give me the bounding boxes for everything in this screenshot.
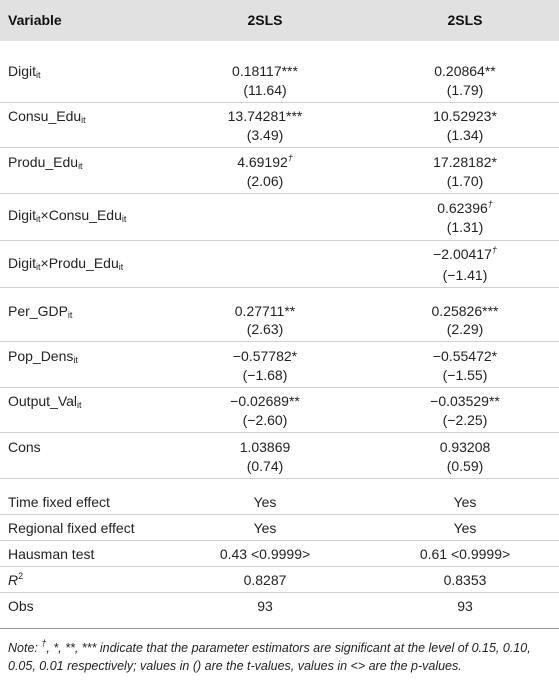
t-value: (1.31): [446, 219, 484, 235]
t-value: (2.63): [246, 321, 284, 337]
t-value: (3.49): [246, 127, 284, 143]
cell-value: Yes: [253, 520, 277, 536]
coef-value: 0.27711**: [234, 303, 296, 319]
var-label: Produ_Edu$_{it}$: [8, 154, 83, 171]
coef-value: 0.25826***: [431, 303, 499, 319]
row-divider: [0, 240, 559, 241]
t-value: (1.34): [446, 127, 484, 143]
t-value: (−2.25): [442, 412, 488, 428]
coef-value: 4.69192†: [237, 153, 293, 170]
var-label: Consu_Edu$_{it}$: [8, 108, 86, 125]
coef-value: −0.57782*: [232, 348, 298, 364]
row-divider: [0, 478, 559, 479]
cell-value: Yes: [253, 494, 277, 510]
cell-value: 0.61 <0.9999>: [419, 546, 511, 562]
header-variable: Variable: [8, 12, 62, 28]
t-value: (2.06): [246, 173, 284, 189]
coef-value: 10.52923*: [433, 108, 497, 124]
cell-value: Yes: [453, 494, 477, 510]
coef-value: −0.03529**: [430, 393, 500, 409]
row-divider: [0, 193, 559, 194]
var-label: Hausman test: [8, 546, 95, 562]
header-2sls-2: 2SLS: [447, 12, 483, 28]
t-value: (11.64): [243, 82, 287, 98]
row-divider: [0, 387, 559, 388]
var-label: Output_Val$_{it}$: [8, 393, 82, 410]
table-note: Note: †, *, **, *** indicate that the parameter estimators are significant at the level of 0.15, 0.10, 0.05, 0.01 respectively; values in () are the t-values, values in <> are the p-values.: [8, 638, 531, 673]
var-label: Digit$_{it}$: [8, 63, 41, 80]
table-header: [0, 0, 559, 41]
cell-value: 93: [457, 598, 473, 614]
cell-value: 93: [257, 598, 273, 614]
t-value: (−1.68): [242, 367, 288, 383]
var-label: Obs: [8, 598, 34, 614]
coef-value: 1.03869: [239, 439, 291, 455]
coef-value: 0.20864**: [434, 63, 496, 79]
row-divider: [0, 102, 559, 103]
table-bottom-rule: [0, 628, 559, 629]
coef-value: −2.00417†: [433, 245, 497, 262]
var-label: Regional fixed effect: [8, 520, 135, 536]
row-divider: [0, 432, 559, 433]
var-label: Cons: [8, 439, 41, 455]
coef-value: 0.93208: [439, 439, 491, 455]
coef-value: 0.62396†: [437, 199, 493, 216]
coef-value: −0.02689**: [230, 393, 300, 409]
t-value: (−2.60): [242, 412, 288, 428]
t-value: (0.74): [246, 458, 284, 474]
cell-value: 0.43 <0.9999>: [219, 546, 311, 562]
coef-value: 13.74281***: [227, 108, 303, 124]
row-divider: [0, 341, 559, 342]
coef-value: 0.18117***: [232, 63, 298, 79]
t-value: (0.59): [446, 458, 484, 474]
var-label: Digit$_{it}$×Produ_Edu$_{it}$: [8, 255, 124, 272]
t-value: (1.70): [446, 173, 484, 189]
row-divider: [0, 147, 559, 148]
cell-value: 0.8353: [443, 572, 487, 588]
header-2sls-1: 2SLS: [247, 12, 283, 28]
var-label: Time fixed effect: [8, 494, 110, 510]
row-divider: [0, 592, 559, 593]
row-divider: [0, 287, 559, 288]
row-divider: [0, 566, 559, 567]
t-value: (1.79): [446, 82, 484, 98]
cell-value: Yes: [453, 520, 477, 536]
var-label: $Per\_GDP_{it}$: [8, 303, 73, 320]
t-value: (2.29): [446, 321, 484, 337]
var-label: $R^2$: [8, 571, 24, 588]
coef-value: 17.28182*: [433, 154, 497, 170]
coef-value: −0.55472*: [432, 348, 498, 364]
var-label: Pop_Dens$_{it}$: [8, 348, 78, 365]
cell-value: 0.8287: [243, 572, 287, 588]
var-label: Digit$_{it}$×Consu_Edu$_{it}$: [8, 207, 127, 224]
row-divider: [0, 540, 559, 541]
t-value: (−1.55): [442, 367, 488, 383]
row-divider: [0, 514, 559, 515]
t-value: (−1.41): [442, 267, 488, 283]
